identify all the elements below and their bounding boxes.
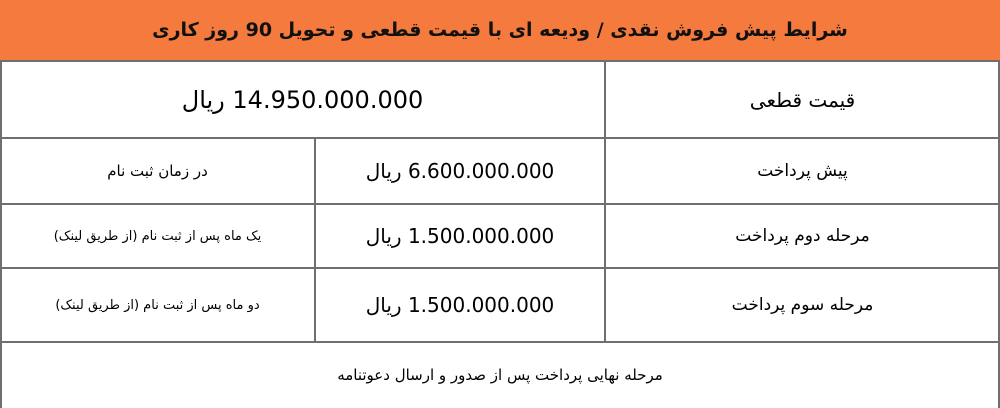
payment-amount: 1.500.000.000 ریال — [365, 224, 555, 248]
row-divider — [0, 137, 1000, 139]
footer-cell — [0, 342, 1000, 408]
payment-label: مرحله دوم پرداخت — [735, 226, 870, 246]
payment-when-cell — [0, 138, 315, 204]
table-row — [0, 268, 1000, 342]
payment-label-cell — [605, 204, 1000, 268]
row-divider — [0, 203, 1000, 205]
price-value: 14.950.000.000 ریال — [181, 86, 424, 114]
payment-label-cell — [605, 268, 1000, 342]
table-title: شرایط پیش فروش نقدی / ودیعه ای با قیمت قطعی و تحویل 90 روز کاری — [152, 19, 848, 41]
price-label: قیمت قطعی — [749, 88, 856, 112]
payment-when: در زمان ثبت نام — [107, 162, 208, 180]
payment-when: یک ماه پس از ثبت نام (از طریق لینک) — [53, 228, 262, 244]
price-row — [0, 62, 1000, 138]
payment-amount: 6.600.000.000 ریال — [365, 159, 555, 183]
payment-amount: 1.500.000.000 ریال — [365, 293, 555, 317]
payment-when-cell — [0, 204, 315, 268]
payment-when: دو ماه پس از ثبت نام (از طریق لینک) — [55, 297, 260, 313]
footer-row — [0, 342, 1000, 408]
table-row — [0, 138, 1000, 204]
payment-when-cell — [0, 268, 315, 342]
price-value-cell — [0, 62, 605, 138]
row-divider — [0, 267, 1000, 269]
column-divider — [314, 138, 316, 342]
payment-amount-cell — [315, 138, 605, 204]
payment-label: مرحله سوم پرداخت — [731, 295, 874, 315]
table-header — [0, 0, 1000, 62]
payment-label-cell — [605, 138, 1000, 204]
row-divider — [0, 341, 1000, 343]
payment-amount-cell — [315, 268, 605, 342]
column-divider — [604, 62, 606, 342]
table-border-left — [0, 62, 2, 408]
footer-note: مرحله نهایی پرداخت پس از صدور و ارسال دعوتنامه — [337, 366, 663, 384]
price-label-cell — [605, 62, 1000, 138]
table-row — [0, 204, 1000, 268]
payment-label: پیش پرداخت — [757, 161, 848, 181]
payment-amount-cell — [315, 204, 605, 268]
